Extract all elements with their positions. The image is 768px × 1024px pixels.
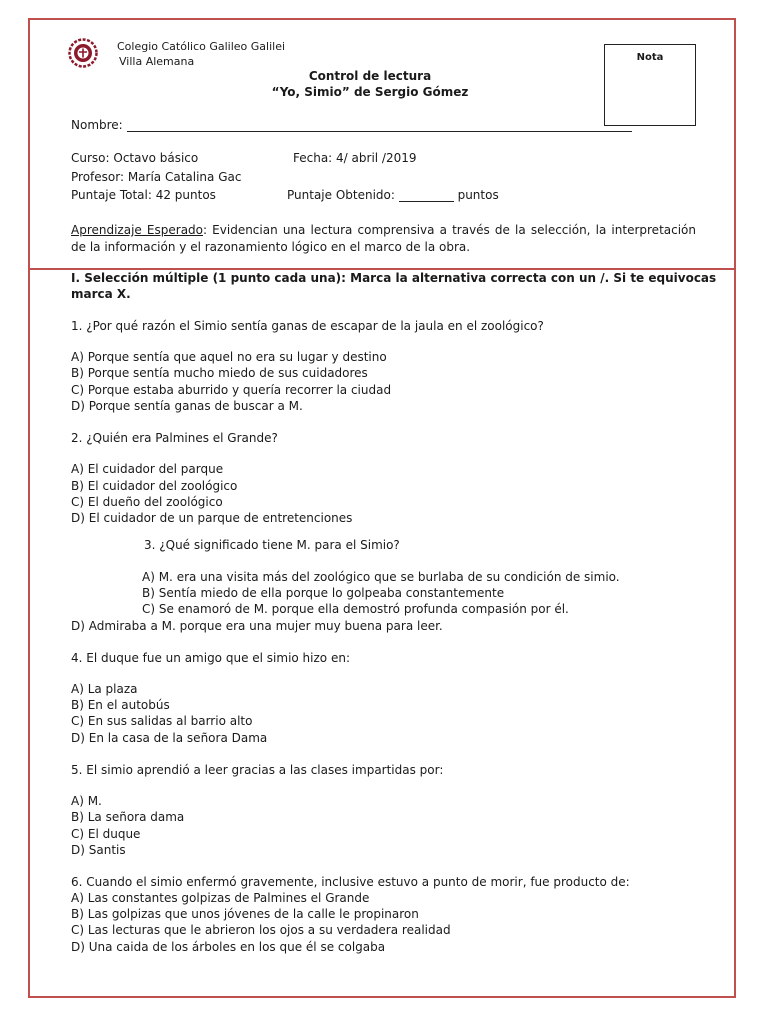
name-field <box>71 118 632 132</box>
q2-option-b[interactable]: B) El cuidador del zoológico <box>71 479 238 493</box>
q5-option-a[interactable]: A) M. <box>71 794 102 808</box>
date-field: Fecha: 4/ abril /2019 <box>293 151 417 165</box>
section-heading-line1: I. Selección múltiple (1 punto cada una): Marca la alternativa correcta con un /. Si te equivocas <box>71 271 717 285</box>
learning-objective-label: Aprendizaje Esperado <box>71 223 204 237</box>
q4-option-a[interactable]: A) La plaza <box>71 682 138 696</box>
question-6: 6. Cuando el simio enfermó gravemente, inclusive estuvo a punto de morir, fue producto de: <box>71 875 630 889</box>
learning-objective <box>71 222 696 256</box>
name-blank-line[interactable] <box>127 131 632 132</box>
q5-option-b[interactable]: B) La señora dama <box>71 810 185 824</box>
section-heading-line2: marca X. <box>71 287 131 301</box>
question-4: 4. El duque fue un amigo que el simio hizo en: <box>71 651 350 665</box>
q1-option-c[interactable]: C) Porque estaba aburrido y quería recorrer la ciudad <box>71 383 392 397</box>
learning-objective-text: : Evidencian una lectura comprensiva a través de la selección, la interpretación de la información y el razonamiento lógico en el marco de la obra. <box>71 223 697 254</box>
doc-title: Control de lectura <box>308 69 432 83</box>
total-score-field: Puntaje Total: 42 puntos <box>71 188 216 202</box>
q6-option-a[interactable]: A) Las constantes golpizas de Palmines el Grande <box>71 891 370 905</box>
obtained-score-label: Puntaje Obtenido: <box>287 188 395 202</box>
q1-option-d[interactable]: D) Porque sentía ganas de buscar a M. <box>71 399 303 413</box>
q2-option-d[interactable]: D) El cuidador de un parque de entretenciones <box>71 511 353 525</box>
q3-option-b[interactable]: B) Sentía miedo de ella porque lo golpeaba constantemente <box>142 586 505 600</box>
question-2: 2. ¿Quién era Palmines el Grande? <box>71 431 278 445</box>
course-field: Curso: Octavo básico <box>71 151 199 165</box>
q4-option-b[interactable]: B) En el autobús <box>71 698 170 712</box>
obtained-score-suffix: puntos <box>457 188 499 202</box>
question-5: 5. El simio aprendió a leer gracias a las clases impartidas por: <box>71 763 444 777</box>
q6-option-b[interactable]: B) Las golpizas que unos jóvenes de la calle le propinaron <box>71 907 419 921</box>
q2-option-a[interactable]: A) El cuidador del parque <box>71 462 224 476</box>
teacher-field: Profesor: María Catalina Gac <box>71 170 242 184</box>
q1-option-a[interactable]: A) Porque sentía que aquel no era su lugar y destino <box>71 350 387 364</box>
name-label: Nombre: <box>71 118 123 132</box>
q4-option-d[interactable]: D) En la casa de la señora Dama <box>71 731 268 745</box>
school-crest-icon <box>68 38 98 68</box>
q3-option-d[interactable]: D) Admiraba a M. porque era una mujer muy buena para leer. <box>71 619 443 633</box>
obtained-score-blank[interactable] <box>399 201 454 202</box>
doc-subtitle: “Yo, Simio” de Sergio Gómez <box>271 85 469 99</box>
q2-option-c[interactable]: C) El dueño del zoológico <box>71 495 223 509</box>
question-1: 1. ¿Por qué razón el Simio sentía ganas de escapar de la jaula en el zoológico? <box>71 319 544 333</box>
header-divider <box>28 268 736 270</box>
school-name: Colegio Católico Galileo Galilei <box>117 40 286 53</box>
q6-option-c[interactable]: C) Las lecturas que le abrieron los ojos a su verdadera realidad <box>71 923 451 937</box>
q5-option-d[interactable]: D) Santis <box>71 843 126 857</box>
school-city: Villa Alemana <box>119 55 195 68</box>
q1-option-b[interactable]: B) Porque sentía mucho miedo de sus cuidadores <box>71 366 368 380</box>
question-3: 3. ¿Qué significado tiene M. para el Simio? <box>144 538 400 552</box>
q4-option-c[interactable]: C) En sus salidas al barrio alto <box>71 714 253 728</box>
grade-box <box>604 44 696 126</box>
q3-option-a[interactable]: A) M. era una visita más del zoológico que se burlaba de su condición de simio. <box>142 570 620 584</box>
q5-option-c[interactable]: C) El duque <box>71 827 141 841</box>
school-info <box>117 39 285 69</box>
q3-option-c[interactable]: C) Se enamoró de M. porque ella demostró profunda compasión por él. <box>142 602 569 616</box>
q6-option-d[interactable]: D) Una caida de los árboles en los que él se colgaba <box>71 940 386 954</box>
obtained-score-field <box>287 188 499 202</box>
grade-label: Nota <box>636 52 664 63</box>
